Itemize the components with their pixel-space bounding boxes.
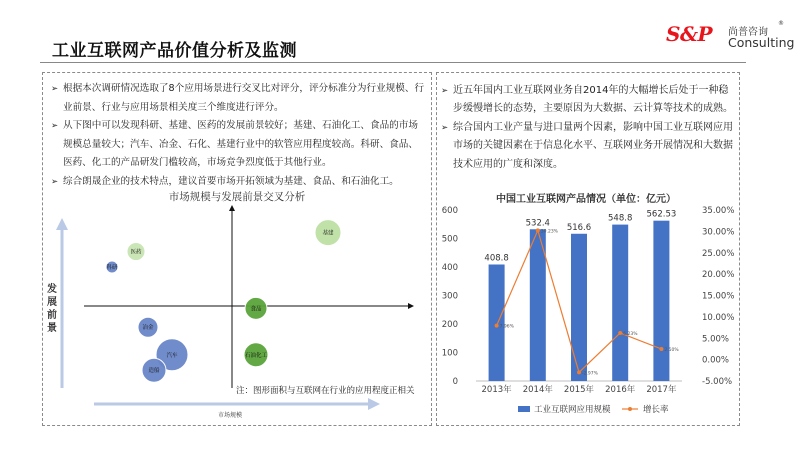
vertical-axis-arrowhead [229, 205, 235, 211]
left-bullet-list [51, 80, 425, 191]
revenue-growth-chart [438, 188, 738, 424]
bar-0 [489, 264, 505, 381]
right-y-tick: 0.00% [702, 355, 730, 366]
growth-rate-label: -2.97% [582, 371, 598, 377]
chart-note: 注：图形面积与互联网在行业的应用程度正相关 [236, 386, 415, 396]
y-axis-label-char: 发 [47, 284, 57, 295]
left-y-tick: 0 [452, 377, 458, 387]
left-y-tick: 300 [441, 291, 458, 302]
bar-3 [612, 225, 628, 381]
left-y-tick: 100 [441, 348, 458, 359]
bubble-label: 造船 [148, 368, 160, 375]
bubble-label: 汽车 [166, 352, 178, 359]
left-bullet: ➢ 综合朗晟企业的技术特点，建议首要市场开拓领域为基建、食品、和石油化工。 [51, 173, 425, 192]
bubble-label: 科研 [106, 265, 118, 272]
bar-value-label: 562.53 [646, 209, 677, 220]
category-label: 2013年 [481, 385, 512, 395]
bubble-chart [44, 188, 430, 420]
logo-registered-mark: ® [778, 20, 784, 27]
horizontal-axis-arrowhead [408, 303, 414, 309]
left-y-tick: 400 [441, 263, 458, 273]
bubble-label: 医药 [130, 249, 142, 256]
bar-value-label: 532.4 [525, 218, 550, 229]
right-y-tick: 5.00% [702, 334, 730, 345]
y-axis-label-char: 展 [47, 297, 57, 308]
growth-rate-label: 2.50% [664, 347, 679, 353]
left-y-tick: 200 [441, 320, 458, 330]
category-label: 2016年 [605, 385, 636, 395]
right-y-tick: 35.00% [702, 206, 735, 216]
legend-line-marker [628, 407, 632, 411]
logo-chinese-name: 尚普咨询 [728, 27, 768, 38]
right-y-tick: 30.00% [702, 227, 735, 238]
y-axis-label-char: 前 [47, 310, 57, 321]
bar-2 [571, 234, 587, 381]
growth-rate-label: 7.96% [499, 324, 514, 330]
bubble-label: 基建 [322, 230, 334, 237]
bar-value-label: 548.8 [608, 213, 633, 224]
right-bullet-list [441, 82, 737, 174]
growth-rate-point-3 [618, 331, 622, 335]
bar-value-label: 408.8 [484, 253, 509, 264]
chart-title: 市场规模与发展前景交叉分析 [168, 191, 306, 203]
y-axis-arrow-head [56, 218, 68, 230]
bubble-label: 食品 [250, 306, 262, 313]
right-y-tick: -5.00% [702, 377, 733, 387]
bubble-label: 石油化工 [244, 352, 268, 359]
logo-english-name: Consulting [728, 35, 795, 50]
title-divider [40, 62, 746, 63]
right-y-tick: 10.00% [702, 312, 735, 323]
right-y-tick: 25.00% [702, 248, 735, 259]
category-label: 2015年 [563, 385, 595, 395]
left-bullet: ➢ 从下图中可以发现科研、基建、医药的发展前景较好；基建、石油化工、食品的市场规模总量较大；汽车、冶金、石化、基建行业中的软管应用程度较高。科研、食品、医药、化工的产品研发门槛较高，市场竞争烈度低于其他行业。 [51, 117, 425, 173]
legend-bar-swatch [518, 406, 530, 412]
bar-1 [530, 229, 546, 381]
chart-title: 中国工业互联网产品情况（单位：亿元） [496, 194, 676, 205]
right-y-tick: 20.00% [702, 270, 735, 281]
logo-mark: S&P [666, 22, 713, 46]
growth-rate-label: 6.23% [623, 331, 638, 337]
left-bullet: ➢ 根据本次调研情况选取了8个应用场景进行交叉比对评分，评分标准分为行业规模、行业前景、行业与应用场景相关度三个维度进行评分。 [51, 80, 425, 117]
page-title: 工业互联网产品价值分析及监测 [52, 41, 297, 61]
y-axis-label-char: 景 [47, 323, 57, 334]
x-axis-arrow-head [368, 398, 380, 410]
right-bullet: ➢ 近五年国内工业互联网业务自2014年的大幅增长后处于一种稳步缓慢增长的态势，主要原因为大数据、云计算等技术的成熟。 [441, 82, 737, 119]
growth-rate-point-1 [536, 228, 540, 232]
category-label: 2017年 [646, 385, 677, 395]
growth-rate-label: 30.23% [540, 229, 558, 235]
legend-line-label: 增长率 [643, 405, 669, 415]
right-bullet: ➢ 综合国内工业产量与进口量两个因素，影响中国工业互联网应用市场的关键因素在于信息化水平、互联网业务开展情况和大数据技术应用的广度和深度。 [441, 119, 737, 174]
growth-rate-point-4 [659, 347, 663, 351]
growth-rate-point-2 [577, 370, 581, 374]
growth-rate-point-0 [495, 324, 499, 328]
category-label: 2014年 [522, 385, 553, 395]
right-y-tick: 15.00% [702, 291, 735, 302]
bubble-label: 冶金 [142, 325, 154, 332]
bar-value-label: 516.6 [566, 222, 592, 233]
company-logo [666, 20, 795, 60]
x-axis-label: 市场规模 [217, 412, 243, 419]
legend-bar-label: 工业互联网应用规模 [534, 405, 611, 415]
left-y-tick: 500 [441, 234, 458, 245]
bar-4 [653, 221, 669, 381]
left-y-tick: 600 [441, 206, 458, 216]
